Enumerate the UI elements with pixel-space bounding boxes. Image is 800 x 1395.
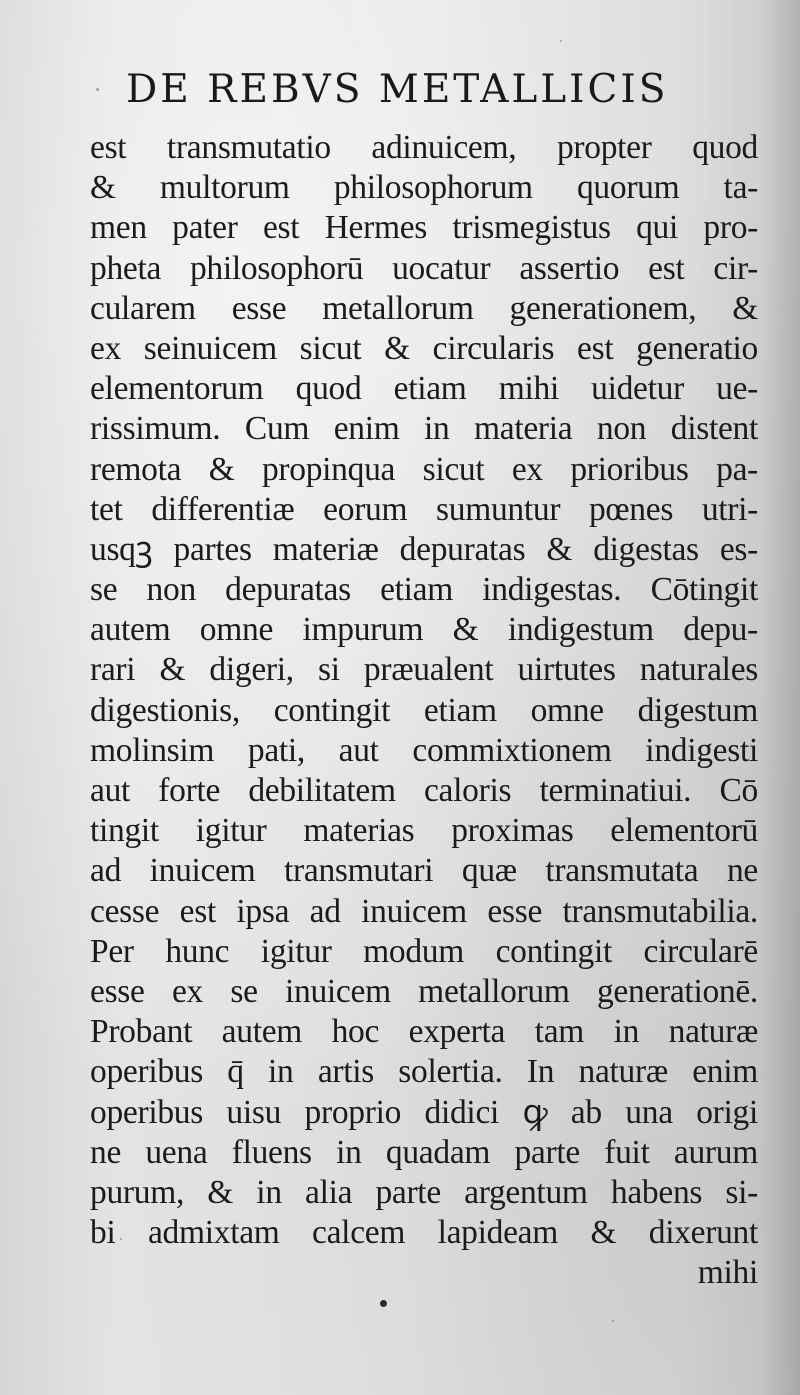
- paper-speck: [120, 1238, 122, 1240]
- text-line: Per hunc igitur modum contingit circularē: [90, 932, 758, 970]
- catchword: mihi: [697, 1254, 758, 1292]
- text-line: operibus q̄ in artis solertia. In naturæ enim: [90, 1053, 758, 1091]
- text-line: cesse est ipsa ad inuicem esse transmutabilia.: [90, 892, 758, 930]
- paper-speck: [560, 40, 562, 42]
- text-line: tet differentiæ eorum sumuntur pœnes utri-: [90, 490, 758, 528]
- text-line: autem omne impurum & indigestum depu-: [90, 611, 758, 649]
- paper-speck: [612, 1320, 614, 1322]
- text-line: cularem esse metallorum generationem, &: [90, 289, 758, 327]
- text-line: rissimum. Cum enim in materia non distent: [90, 410, 758, 448]
- text-line: bi admixtam calcem lapideam & dixerunt: [90, 1214, 758, 1252]
- text-line: ex seinuicem sicut & circularis est generatio: [90, 329, 758, 367]
- text-line: ne uena fluens in quadam parte fuit aurum: [90, 1133, 758, 1171]
- text-line: purum, & in alia parte argentum habens si-: [90, 1173, 758, 1211]
- running-head: DE REBVS METALLICIS: [126, 67, 669, 112]
- text-line: aut forte debilitatem caloris terminatiui. Cō: [90, 772, 758, 809]
- paper-speck: [96, 88, 99, 91]
- text-line: est transmutatio adinuicem, propter quod: [90, 129, 758, 166]
- text-line: pheta philosophorū uocatur assertio est cir-: [90, 249, 758, 287]
- page-edge-shadow: [760, 0, 800, 1395]
- text-line: se non depuratas etiam indigestas. Cōtingit: [90, 571, 758, 609]
- text-line: & multorum philosophorum quorum ta-: [90, 169, 758, 207]
- text-line: operibus uisu proprio didici ꝙ ab una origi: [90, 1093, 758, 1131]
- text-line: tingit igitur materias proximas elementorū: [90, 812, 758, 850]
- text-line: men pater est Hermes trismegistus qui pro-: [90, 209, 758, 247]
- signature-dot: [380, 1300, 387, 1307]
- text-line: ad inuicem transmutari quæ transmutata ne: [90, 852, 758, 890]
- text-line: rari & digeri, si præualent uirtutes naturales: [90, 651, 758, 689]
- text-line: elementorum quod etiam mihi uidetur ue-: [90, 370, 758, 408]
- text-line: Probant autem hoc experta tam in naturæ: [90, 1013, 758, 1051]
- body-text: [90, 128, 758, 1293]
- text-line: remota & propinqua sicut ex prioribus pa-: [90, 450, 758, 488]
- text-line: usqꝫ partes materiæ depuratas & digestas es-: [90, 530, 758, 568]
- text-line: esse ex se inuicem metallorum generationē.: [90, 972, 758, 1010]
- text-line: digestionis, contingit etiam omne digestum: [90, 691, 758, 729]
- text-line: molinsim pati, aut commixtionem indigesti: [90, 731, 758, 769]
